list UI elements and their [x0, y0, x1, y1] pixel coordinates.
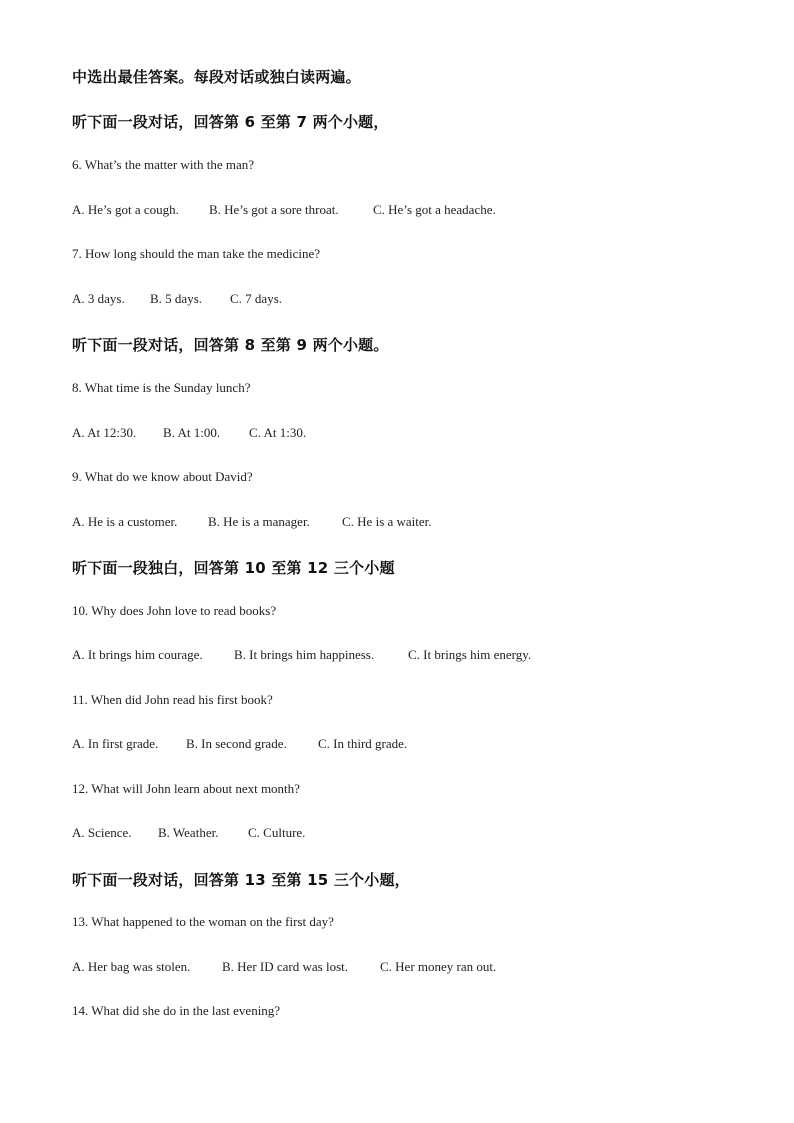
option-a: A. 3 days. [72, 291, 125, 306]
option-b: B. 5 days. [150, 291, 202, 306]
option-b: B. He is a manager. [208, 514, 310, 529]
option-b: B. It brings him happiness. [234, 647, 375, 662]
question-text: 11. When did John read his first book? [72, 692, 273, 707]
option-c: C. 7 days. [230, 291, 282, 306]
question-text: 12. What will John learn about next month? [72, 781, 300, 796]
section-heading: 听下面一段对话，回答第 6 至第 7 两个小题， [72, 113, 389, 131]
options-row [72, 202, 496, 218]
option-c: C. Her money ran out. [380, 959, 497, 974]
option-a: A. Science. [72, 825, 132, 840]
question-text: 8. What time is the Sunday lunch? [72, 380, 251, 395]
option-a: A. Her bag was stolen. [72, 959, 191, 974]
option-a: A. He’s got a cough. [72, 202, 179, 217]
question-text: 13. What happened to the woman on the first day? [72, 914, 334, 929]
option-c: C. He’s got a headache. [373, 202, 496, 217]
option-a: A. He is a customer. [72, 514, 178, 529]
section-heading: 听下面一段对话，回答第 13 至第 15 三个小题， [72, 871, 410, 889]
option-b: B. Her ID card was lost. [222, 959, 348, 974]
options-row [72, 736, 407, 752]
options-row [72, 291, 282, 307]
question-text: 10. Why does John love to read books? [72, 603, 277, 618]
question-text: 6. What’s the matter with the man? [72, 157, 255, 172]
question-text: 14. What did she do in the last evening? [72, 1003, 281, 1018]
options-row [72, 647, 531, 663]
question-text: 7. How long should the man take the medicine? [72, 246, 321, 261]
options-row [72, 425, 306, 441]
option-c: C. He is a waiter. [342, 514, 432, 529]
option-c: C. It brings him energy. [408, 647, 532, 662]
question-text: 9. What do we know about David? [72, 469, 253, 484]
options-row [72, 825, 305, 841]
option-a: A. In first grade. [72, 736, 159, 751]
option-c: C. In third grade. [318, 736, 408, 751]
option-a: A. At 12:30. [72, 425, 137, 440]
section-heading: 听下面一段对话，回答第 8 至第 9 两个小题。 [72, 336, 389, 354]
options-row [72, 959, 496, 975]
option-c: C. Culture. [248, 825, 306, 840]
intro-instruction: 中选出最佳答案。每段对话或独白读两遍。 [72, 68, 361, 86]
option-a: A. It brings him courage. [72, 647, 203, 662]
option-b: B. Weather. [158, 825, 219, 840]
option-b: B. He’s got a sore throat. [209, 202, 339, 217]
option-c: C. At 1:30. [249, 425, 307, 440]
section-heading: 听下面一段独白，回答第 10 至第 12 三个小题 [72, 559, 395, 577]
option-b: B. At 1:00. [163, 425, 221, 440]
options-row [72, 514, 432, 530]
option-b: B. In second grade. [186, 736, 287, 751]
